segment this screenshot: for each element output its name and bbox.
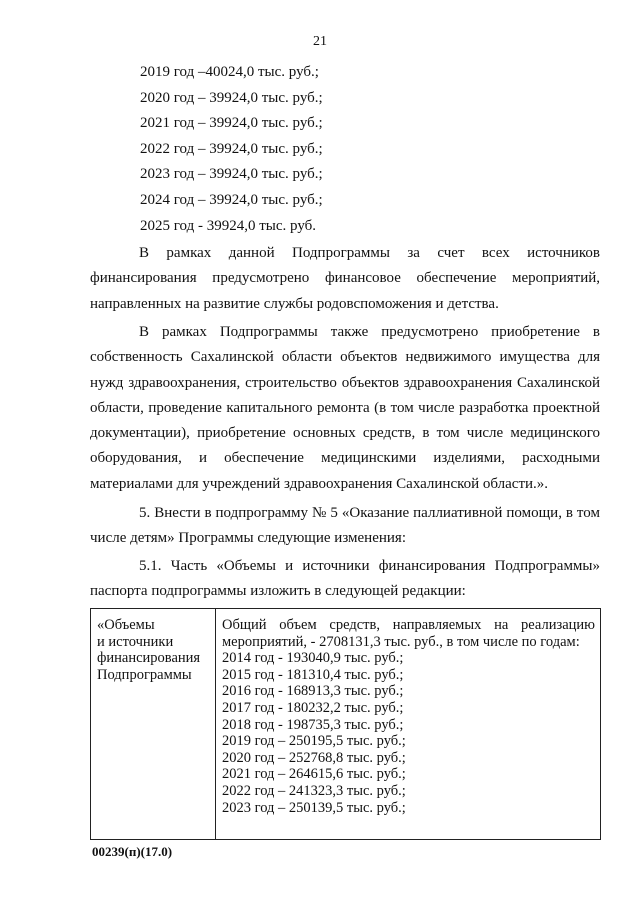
table-label-cell bbox=[97, 617, 213, 683]
table-label-line: «Объемы bbox=[97, 617, 155, 633]
funding-year-item: 2019 год –40024,0 тыс. руб.; bbox=[140, 64, 319, 80]
funding-year-item: 2021 год – 39924,0 тыс. руб.; bbox=[140, 115, 323, 132]
table-row: 2020 год – 252768,8 тыс. руб.; bbox=[222, 749, 406, 766]
table-column-divider bbox=[215, 609, 216, 839]
table-row: 2021 год – 264615,6 тыс. руб.; bbox=[222, 766, 406, 783]
table-row: 2022 год – 241323,3 тыс. руб.; bbox=[222, 782, 406, 799]
table-row: 2014 год - 193040,9 тыс. руб.; bbox=[222, 650, 404, 667]
table-row: 2016 год - 168913,3 тыс. руб.; bbox=[222, 683, 404, 700]
funding-year-item: 2022 год – 39924,0 тыс. руб.; bbox=[140, 140, 323, 157]
table-row: 2023 год – 250139,5 тыс. руб.; bbox=[222, 799, 406, 816]
table-row: 2018 год - 198735,3 тыс. руб.; bbox=[222, 716, 404, 733]
table-label-line: Подпрограммы bbox=[97, 666, 192, 683]
paragraph-funding-purpose: В рамках данной Подпрограммы за счет всех источников финансирования предусмотрено финансовое обеспечение мероприятий, направленных на развитие службы родовспоможения и детства. bbox=[90, 245, 600, 312]
paragraph-property-acquisition: В рамках Подпрограммы также предусмотрено приобретение в собственность Сахалинской области объектов недвижимого имущества для нужд здравоохранения, строительство объектов здравоохранения Сахалинской области, проведение капитального ремонта (в том числе разработка проектной документации), приобретение основных средств, в том числе медицинского оборудования, и обеспечение медицинскими изделиями, расходными материалами для учреждений здравоохранения Сахалинской области.». bbox=[90, 324, 600, 492]
table-label-line: и источники bbox=[97, 633, 174, 650]
funding-year-item: 2025 год - 39924,0 тыс. руб. bbox=[140, 217, 317, 234]
page-number: 21 bbox=[313, 34, 327, 49]
table-row: 2015 год - 181310,4 тыс. руб.; bbox=[222, 666, 404, 683]
paragraph-amendment-item-5-1: 5.1. Часть «Объемы и источники финансирования Подпрограммы» паспорта подпрограммы изложить в следующей редакции: bbox=[90, 558, 600, 600]
funding-year-item: 2023 год – 39924,0 тыс. руб.; bbox=[140, 166, 323, 183]
funding-year-item: 2020 год – 39924,0 тыс. руб.; bbox=[140, 89, 323, 106]
table-label-line: финансирования bbox=[97, 650, 201, 667]
table-row: 2017 год - 180232,2 тыс. руб.; bbox=[222, 699, 404, 716]
paragraph-amendment-item-5: 5. Внести в подпрограмму № 5 «Оказание паллиативной помощи, в том числе детям» Программы следующие изменения: bbox=[90, 505, 600, 547]
funding-year-list bbox=[140, 60, 323, 239]
table-row: 2019 год – 250195,5 тыс. руб.; bbox=[222, 733, 406, 750]
funding-table bbox=[90, 608, 601, 840]
table-intro-text: Общий объем средств, направляемых на реализацию мероприятий, - 2708131,3 тыс. руб., в том числе по годам: bbox=[222, 617, 595, 650]
table-value-cell bbox=[222, 617, 595, 816]
document-code: 00239(п)(17.0) bbox=[92, 844, 173, 859]
funding-year-item: 2024 год – 39924,0 тыс. руб.; bbox=[140, 191, 323, 208]
